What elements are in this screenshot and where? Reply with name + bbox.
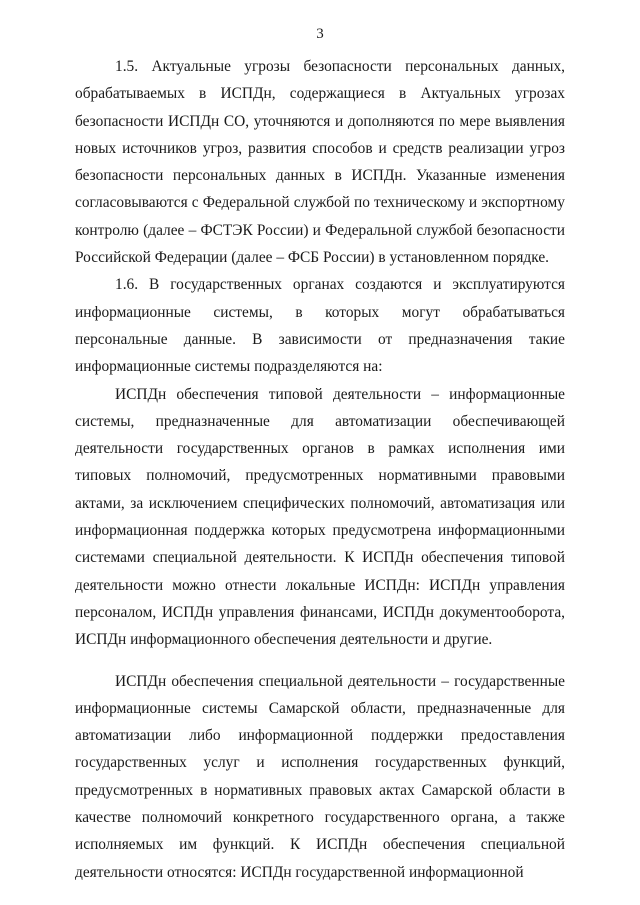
paragraph-typical-activity: ИСПДн обеспечения типовой деятельности – информационные системы, предназначенные для автоматизации обеспечивающей деятельности государственных органов в рамках исполнения ими типовых полномочий, предусмотренных нормативными правовыми актами, за исключением специфических полномочий, автоматизация или информационная поддержка которых предусмотрена информационными системами специальной деятельности. К ИСПДн обеспечения типовой деятельности можно отнести локальные ИСПДн: ИСПДн управления персоналом, ИСПДн управления финансами, ИСПДн документооборота, ИСПДн информационного обеспечения деятельности и другие.: [75, 385, 565, 649]
document-body: [75, 53, 565, 886]
paragraph-special-activity: ИСПДн обеспечения специальной деятельности – государственные информационные системы Самарской области, предназначенные для автоматизации либо информационной поддержки предоставления государственных услуг и исполнения государственных функций, предусмотренных в нормативных правовых актах Самарской области в качестве полномочий конкретного государственного органа, а также исполняемых им функций. К ИСПДн обеспечения специальной деятельности относятся: ИСПДн государственной информационной: [75, 672, 565, 881]
paragraph-1-6: 1.6. В государственных органах создаются и эксплуатируются информационные системы, в которых могут обрабатываться персональные данные. В зависимости от предназначения такие информационные системы подразделяются на:: [75, 276, 565, 376]
paragraph-1-5: 1.5. Актуальные угрозы безопасности персональных данных, обрабатываемых в ИСПДн, содержащиеся в Актуальных угрозах безопасности ИСПДн СО, уточняются и дополняются по мере выявления новых источников угроз, развития способов и средств реализации угроз безопасности персональных данных в ИСПДн. Указанные изменения согласовываются с Федеральной службой по техническому и экспортному контролю (далее – ФСТЭК России) и Федеральной службой безопасности Российской Федерации (далее – ФСБ России) в установленном порядке.: [75, 58, 565, 267]
page-number: 3: [316, 26, 324, 42]
